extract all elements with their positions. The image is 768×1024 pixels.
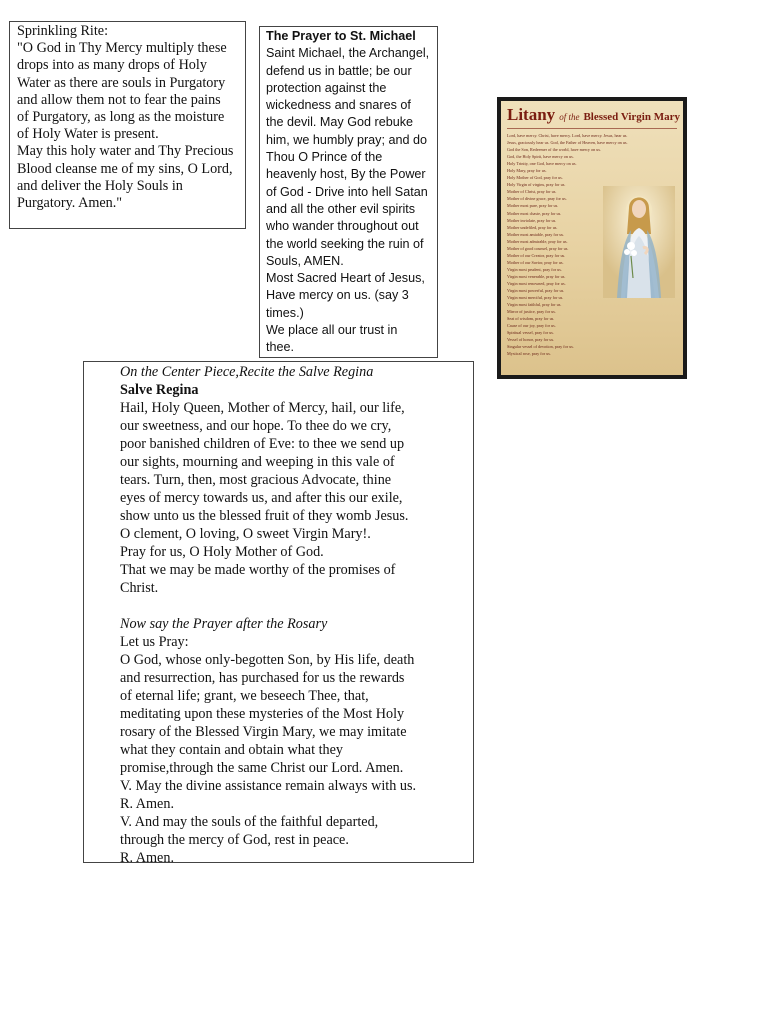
litany-line: Mother of our Savior, pray for us. (507, 259, 564, 265)
st-michael-line: heavenly host, By the Power (266, 167, 426, 182)
salve-intro: On the Center Piece,Recite the Salve Regina (120, 364, 374, 380)
rosary-line: V. And may the souls of the faithful departed, (120, 814, 379, 830)
st-michael-line: Have mercy on us. (say 3 (266, 288, 409, 303)
st-michael-line: times.) (266, 305, 304, 320)
rosary-line: meditating upon these mysteries of the Most Holy (120, 706, 405, 722)
salve-line: tears. Turn, then, most gracious Advocate, thine (120, 472, 392, 488)
rosary-line: and resurrection, has purchased for us the rewards (120, 670, 405, 686)
litany-title-of: of the (559, 112, 580, 122)
salve-line: Pray for us, O Holy Mother of God. (120, 544, 324, 560)
litany-line: Cause of our joy, pray for us. (507, 323, 556, 329)
sprinkling-line: Purgatory. Amen." (17, 195, 123, 212)
st-michael-line: him, we humbly pray; and do (266, 132, 428, 147)
litany-line: Holy Trinity, one God, have mercy on us. (507, 161, 577, 167)
st-michael-line: defend us in battle; be our (266, 63, 412, 78)
salve-line: Hail, Holy Queen, Mother of Mercy, hail, our life, (120, 400, 405, 416)
sprinkling-rite-box (9, 21, 246, 229)
st-michael-line: Thou O Prince of the (266, 150, 383, 165)
rosary-line: O God, whose only-begotten Son, by His life, death (120, 652, 415, 668)
salve-line: poor banished children of Eve: to thee we send up (120, 436, 405, 452)
paragraph-spacer (120, 597, 473, 615)
litany-line: Mother most pure, pray for us. (507, 203, 559, 209)
litany-line: Virgin most merciful, pray for us. (507, 295, 564, 301)
st-michael-line: who wander throughout out (266, 219, 419, 234)
litany-line: Mirror of justice, pray for us. (507, 309, 556, 315)
rosary-line: V. May the divine assistance remain always with us. (120, 778, 417, 794)
sprinkling-line: Blood cleanse me of my sins, O Lord, (17, 160, 233, 177)
st-michael-line: thee. (266, 340, 295, 355)
litany-line: Mother of our Creator, pray for us. (507, 252, 566, 258)
sprinkling-line: and allow them not to fear the pains (17, 91, 221, 108)
sprinkling-line: Water as there are souls in Purgatory (17, 74, 226, 91)
litany-line: Virgin most renowned, pray for us. (507, 280, 566, 286)
salve-line: our sights, mourning and weeping in this vale of (120, 454, 395, 470)
rosary-line: what they contain and obtain what they (120, 742, 343, 758)
salve-heading: Salve Regina (120, 382, 199, 398)
sprinkling-line: "O God in Thy Mercy multiply these (17, 40, 227, 57)
litany-line: Mother of Christ, pray for us. (507, 189, 557, 195)
rosary-line: of eternal life; grant, we beseech Thee, that, (120, 688, 369, 704)
st-michael-line: and all the other evil spirits (266, 201, 416, 216)
salve-line: That we may be made worthy of the promises of (120, 562, 396, 578)
st-michael-line: Souls, AMEN. (266, 253, 344, 268)
st-michael-prayer-box (259, 26, 438, 358)
litany-line: Mother most amiable, pray for us. (507, 231, 565, 237)
litany-line: Holy Mary, pray for us. (507, 168, 547, 174)
st-michael-line: the world seeking the ruin of (266, 236, 424, 251)
litany-line: Mother undefiled, pray for us. (507, 224, 558, 230)
litany-title-main: Litany (507, 105, 556, 124)
litany-line: Spiritual vessel, pray for us. (507, 330, 554, 336)
rosary-line: Let us Pray: (120, 634, 189, 650)
litany-line: Singular vessel of devotion, pray for us. (507, 344, 574, 350)
litany-line: Mother inviolate, pray for us. (507, 217, 557, 223)
sprinkling-line: of Holy Water is present. (17, 126, 159, 143)
litany-line: Vessel of honor, pray for us. (507, 337, 555, 343)
salve-regina-box (83, 361, 474, 866)
litany-line: Virgin most faithful, pray for us. (507, 302, 562, 308)
virgin-mary-illustration (603, 186, 675, 298)
litany-card-image (497, 97, 687, 379)
litany-line: God, the Holy Spirit, have mercy on us. (507, 154, 574, 160)
rosary-intro: Now say the Prayer after the Rosary (120, 616, 328, 632)
litany-line: Virgin most venerable, pray for us. (507, 273, 566, 279)
litany-line: Jesus, graciously hear us. God, the Father of Heaven, have mercy on us. (507, 140, 628, 146)
rosary-line: rosary of the Blessed Virgin Mary, we may imitate (120, 724, 407, 740)
st-michael-line: wickedness and snares of (266, 98, 411, 113)
litany-line: God the Son, Redeemer of the world, have mercy on us. (507, 147, 602, 153)
rosary-line: through the mercy of God, rest in peace. (120, 832, 349, 848)
litany-line: Seat of wisdom, pray for us. (507, 316, 555, 322)
sprinkling-line: May this holy water and Thy Precious (17, 143, 234, 160)
salve-line: eyes of mercy towards us, and after this our exile, (120, 490, 403, 506)
st-michael-line: We place all our trust in (266, 323, 398, 338)
sprinkling-line: drops into as many drops of Holy (17, 57, 207, 74)
litany-line: Lord, have mercy. Christ, have mercy. Lord, have mercy. Jesus, hear us. (507, 133, 628, 138)
litany-line: Holy Virgin of virgins, pray for us. (507, 182, 566, 188)
rosary-line: R. Amen. (120, 850, 174, 866)
litany-line: Mystical rose, pray for us. (507, 351, 551, 357)
litany-line: Virgin most powerful, pray for us. (507, 288, 565, 294)
st-michael-title: The Prayer to St. Michael (266, 29, 416, 43)
salve-line: Christ. (120, 580, 159, 596)
rosary-line: promise,through the same Christ our Lord. Amen. (120, 760, 404, 776)
litany-card (501, 101, 683, 375)
rosary-line: R. Amen. (120, 796, 174, 812)
sprinkling-line: and deliver the Holy Souls in (17, 177, 183, 194)
salve-line: our sweetness, and our hope. To thee do we cry, (120, 418, 392, 434)
litany-title (507, 105, 680, 126)
st-michael-line: Most Sacred Heart of Jesus, (266, 271, 425, 286)
salve-line: O clement, O loving, O sweet Virgin Mary!. (120, 526, 371, 542)
st-michael-line: of God - Drive into hell Satan (266, 184, 428, 199)
st-michael-line: the devil. May God rebuke (266, 115, 414, 130)
litany-line: Holy Mother of God, pray for us. (507, 175, 563, 181)
st-michael-line: Saint Michael, the Archangel, (266, 46, 430, 61)
litany-line: Mother most admirable, pray for us. (507, 238, 568, 244)
litany-title-rule (507, 128, 677, 129)
salve-line: show unto us the blessed fruit of they womb Jesus. (120, 508, 409, 524)
litany-title-rest: Blessed Virgin Mary (583, 111, 680, 123)
sprinkling-line: of Purgatory, as long as the moisture (17, 109, 225, 126)
litany-line: Mother most chaste, pray for us. (507, 210, 562, 216)
st-michael-line: protection against the (266, 80, 387, 95)
litany-line: Mother of divine grace, pray for us. (507, 196, 567, 202)
litany-line: Virgin most prudent, pray for us. (507, 266, 562, 272)
sprinkling-line: Sprinkling Rite: (17, 23, 109, 39)
litany-line: Mother of good counsel, pray for us. (507, 245, 569, 251)
